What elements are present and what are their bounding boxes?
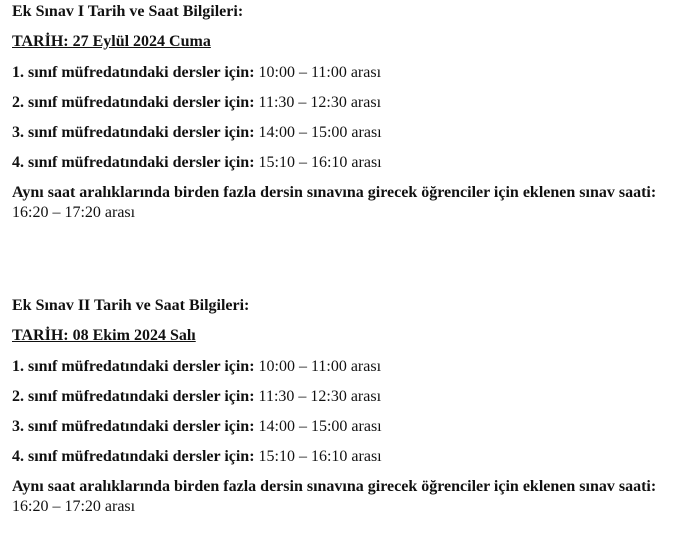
row-time: 14:00 – 15:00 arası bbox=[258, 418, 382, 435]
extra-session-note bbox=[12, 477, 662, 517]
row-label: 4. sınıf müfredatındaki dersler için: bbox=[12, 448, 255, 465]
exam-date: TARİH: 27 Eylül 2024 Cuma bbox=[12, 33, 211, 50]
row-time: 11:30 – 12:30 arası bbox=[258, 388, 382, 405]
note-time: 16:20 – 17:20 arası bbox=[12, 498, 136, 515]
row-time: 15:10 – 16:10 arası bbox=[258, 448, 382, 465]
schedule-row bbox=[12, 357, 667, 377]
note-time: 16:20 – 17:20 arası bbox=[12, 204, 136, 221]
note-label: Aynı saat aralıklarında birden fazla dersin sınavına girecek öğrenciler için eklenen sınav saati: bbox=[12, 184, 657, 201]
row-label: 2. sınıf müfredatındaki dersler için: bbox=[12, 94, 255, 111]
row-time: 14:00 – 15:00 arası bbox=[258, 124, 382, 141]
exam-section-1 bbox=[12, 2, 667, 223]
row-label: 3. sınıf müfredatındaki dersler için: bbox=[12, 124, 255, 141]
exam-section-2 bbox=[12, 296, 667, 517]
schedule-row bbox=[12, 153, 667, 173]
row-label: 2. sınıf müfredatındaki dersler için: bbox=[12, 388, 255, 405]
row-time: 10:00 – 11:00 arası bbox=[258, 358, 382, 375]
schedule-row bbox=[12, 123, 667, 143]
section-heading: Ek Sınav II Tarih ve Saat Bilgileri: bbox=[12, 297, 250, 314]
row-label: 1. sınıf müfredatındaki dersler için: bbox=[12, 64, 255, 81]
row-time: 15:10 – 16:10 arası bbox=[258, 154, 382, 171]
exam-date: TARİH: 08 Ekim 2024 Salı bbox=[12, 327, 196, 344]
row-time: 10:00 – 11:00 arası bbox=[258, 64, 382, 81]
extra-session-note bbox=[12, 183, 662, 223]
note-label: Aynı saat aralıklarında birden fazla dersin sınavına girecek öğrenciler için eklenen sınav saati: bbox=[12, 478, 657, 495]
schedule-row bbox=[12, 447, 667, 467]
schedule-row bbox=[12, 93, 667, 113]
section-heading: Ek Sınav I Tarih ve Saat Bilgileri: bbox=[12, 3, 244, 20]
row-time: 11:30 – 12:30 arası bbox=[258, 94, 382, 111]
row-label: 3. sınıf müfredatındaki dersler için: bbox=[12, 418, 255, 435]
schedule-row bbox=[12, 387, 667, 407]
schedule-row bbox=[12, 63, 667, 83]
schedule-row bbox=[12, 417, 667, 437]
row-label: 1. sınıf müfredatındaki dersler için: bbox=[12, 358, 255, 375]
row-label: 4. sınıf müfredatındaki dersler için: bbox=[12, 154, 255, 171]
